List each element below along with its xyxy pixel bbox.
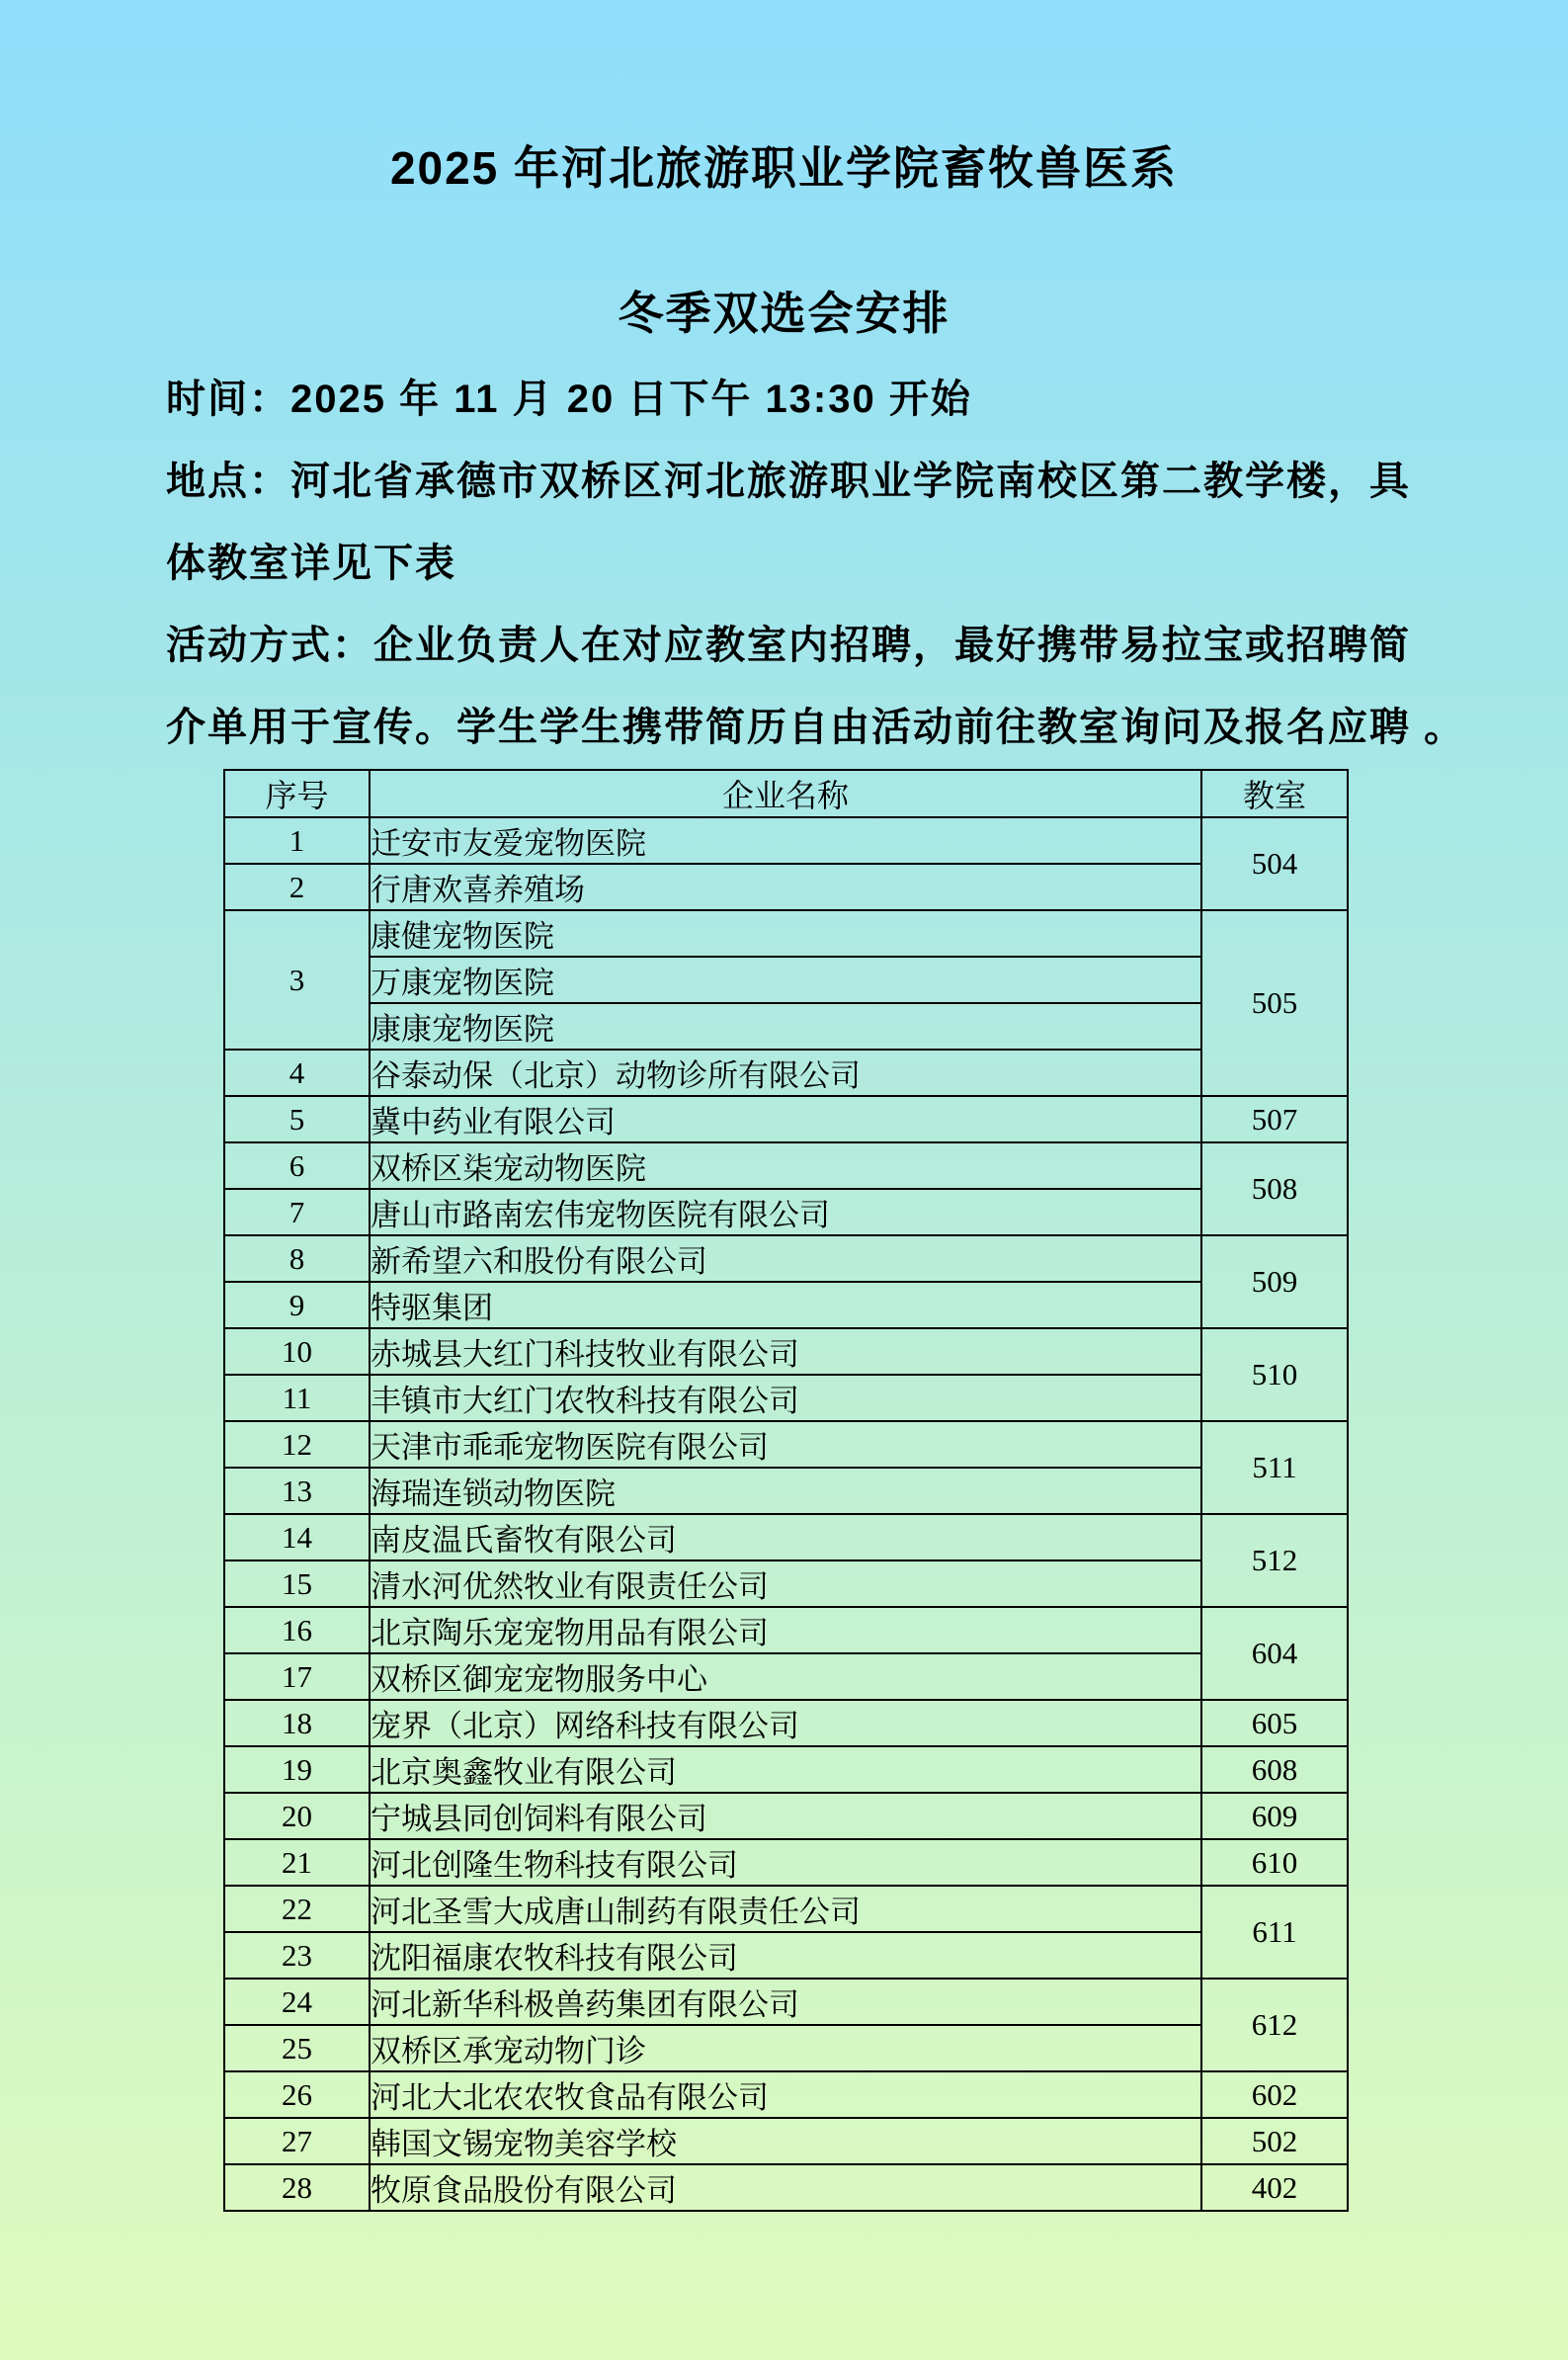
- classroom-cell: 605: [1201, 1700, 1348, 1746]
- company-table-head: [224, 770, 1348, 817]
- company-name-cell: 丰镇市大红门农牧科技有限公司: [370, 1375, 1201, 1421]
- company-name-cell: 天津市乖乖宠物医院有限公司: [370, 1421, 1201, 1468]
- serial-number-cell: 5: [224, 1096, 370, 1142]
- company-name-cell: 河北大北农农牧食品有限公司: [370, 2071, 1201, 2118]
- serial-number-cell: 24: [224, 1979, 370, 2025]
- serial-number-cell: 8: [224, 1235, 370, 1282]
- table-row: [224, 1560, 1348, 1607]
- table-row: [224, 1468, 1348, 1514]
- company-name-cell: 宠界（北京）网络科技有限公司: [370, 1700, 1201, 1746]
- serial-number-cell: 22: [224, 1886, 370, 1932]
- company-name-cell: 南皮温氏畜牧有限公司: [370, 1514, 1201, 1560]
- serial-number-cell: 15: [224, 1560, 370, 1607]
- table-row: [224, 1653, 1348, 1700]
- company-name-cell: 宁城县同创饲料有限公司: [370, 1793, 1201, 1839]
- document-subtitle: 冬季双选会安排: [618, 288, 950, 339]
- company-name-cell: 双桥区御宠宠物服务中心: [370, 1653, 1201, 1700]
- company-name-cell: 行唐欢喜养殖场: [370, 864, 1201, 910]
- document-title: 2025 年河北旅游职业学院畜牧兽医系: [389, 142, 1179, 194]
- table-row: [224, 1421, 1348, 1468]
- table-row: [224, 1235, 1348, 1282]
- table-row: [224, 864, 1348, 910]
- serial-number-cell: 26: [224, 2071, 370, 2118]
- classroom-cell: 502: [1201, 2118, 1348, 2164]
- serial-number-cell: 9: [224, 1282, 370, 1328]
- serial-number-cell: 21: [224, 1839, 370, 1886]
- table-row: [224, 1746, 1348, 1793]
- serial-number-cell: 23: [224, 1932, 370, 1979]
- table-header-serial: 序号: [224, 770, 370, 817]
- serial-number-cell: 16: [224, 1607, 370, 1653]
- company-name-cell: 沈阳福康农牧科技有限公司: [370, 1932, 1201, 1979]
- table-row: [224, 1607, 1348, 1653]
- serial-number-cell: 14: [224, 1514, 370, 1560]
- table-header-row: [224, 770, 1348, 817]
- table-row: [224, 2164, 1348, 2211]
- classroom-cell: 612: [1201, 1979, 1348, 2071]
- company-name-cell: 赤城县大红门科技牧业有限公司: [370, 1328, 1201, 1375]
- serial-number-cell: 7: [224, 1189, 370, 1235]
- company-name-cell: 新希望六和股份有限公司: [370, 1235, 1201, 1282]
- table-row: [224, 1142, 1348, 1189]
- company-name-cell: 康康宠物医院: [370, 1003, 1201, 1050]
- company-name-cell: 海瑞连锁动物医院: [370, 1468, 1201, 1514]
- classroom-cell: 511: [1201, 1421, 1348, 1514]
- table-row: [224, 1700, 1348, 1746]
- classroom-cell: 512: [1201, 1514, 1348, 1607]
- serial-number-cell: 20: [224, 1793, 370, 1839]
- table-row: [224, 957, 1348, 1003]
- company-name-cell: 河北圣雪大成唐山制药有限责任公司: [370, 1886, 1201, 1932]
- table-row: [224, 817, 1348, 864]
- classroom-cell: 510: [1201, 1328, 1348, 1421]
- serial-number-cell: 19: [224, 1746, 370, 1793]
- table-row: [224, 1003, 1348, 1050]
- table-row: [224, 1839, 1348, 1886]
- table-row: [224, 1514, 1348, 1560]
- company-name-cell: 北京奥鑫牧业有限公司: [370, 1746, 1201, 1793]
- company-name-cell: 特驱集团: [370, 1282, 1201, 1328]
- company-name-cell: 牧原食品股份有限公司: [370, 2164, 1201, 2211]
- company-name-cell: 冀中药业有限公司: [370, 1096, 1201, 1142]
- table-row: [224, 1328, 1348, 1375]
- company-name-cell: 双桥区柒宠动物医院: [370, 1142, 1201, 1189]
- classroom-cell: 509: [1201, 1235, 1348, 1328]
- classroom-cell: 508: [1201, 1142, 1348, 1235]
- intro-line-1: 时间：2025 年 11 月 20 日下午 13:30 开始: [166, 378, 972, 421]
- classroom-cell: 602: [1201, 2071, 1348, 2118]
- table-header-classroom: 教室: [1201, 770, 1348, 817]
- company-name-cell: 康健宠物医院: [370, 910, 1201, 957]
- serial-number-cell: 11: [224, 1375, 370, 1421]
- table-row: [224, 2025, 1348, 2071]
- serial-number-cell: 4: [224, 1050, 370, 1096]
- classroom-cell: 604: [1201, 1607, 1348, 1700]
- table-header-company: 企业名称: [370, 770, 1201, 817]
- serial-number-cell: 13: [224, 1468, 370, 1514]
- serial-number-cell: 6: [224, 1142, 370, 1189]
- classroom-cell: 608: [1201, 1746, 1348, 1793]
- serial-number-cell: 27: [224, 2118, 370, 2164]
- serial-number-cell: 2: [224, 864, 370, 910]
- classroom-cell: 402: [1201, 2164, 1348, 2211]
- company-name-cell: 唐山市路南宏伟宠物医院有限公司: [370, 1189, 1201, 1235]
- company-name-cell: 北京陶乐宠宠物用品有限公司: [370, 1607, 1201, 1653]
- classroom-cell: 611: [1201, 1886, 1348, 1979]
- classroom-cell: 505: [1201, 910, 1348, 1096]
- table-row: [224, 1793, 1348, 1839]
- table-row: [224, 1886, 1348, 1932]
- company-name-cell: 双桥区承宠动物门诊: [370, 2025, 1201, 2071]
- serial-number-cell: 12: [224, 1421, 370, 1468]
- serial-number-cell: 18: [224, 1700, 370, 1746]
- company-name-cell: 河北创隆生物科技有限公司: [370, 1839, 1201, 1886]
- intro-line-4: 活动方式：企业负责人在对应教室内招聘，最好携带易拉宝或招聘简: [166, 624, 1411, 667]
- classroom-cell: 504: [1201, 817, 1348, 910]
- intro-line-5: 介单用于宣传。学生学生携带简历自由活动前往教室询问及报名应聘 。: [166, 706, 1466, 749]
- company-table-body: [224, 817, 1348, 2211]
- company-name-cell: 清水河优然牧业有限责任公司: [370, 1560, 1201, 1607]
- intro-line-2: 地点：河北省承德市双桥区河北旅游职业学院南校区第二教学楼，具: [166, 460, 1411, 503]
- serial-number-cell: 17: [224, 1653, 370, 1700]
- table-row: [224, 910, 1348, 957]
- company-name-cell: 万康宠物医院: [370, 957, 1201, 1003]
- classroom-cell: 610: [1201, 1839, 1348, 1886]
- table-row: [224, 1050, 1348, 1096]
- table-row: [224, 1979, 1348, 2025]
- serial-number-cell: 25: [224, 2025, 370, 2071]
- classroom-cell: 507: [1201, 1096, 1348, 1142]
- table-row: [224, 1282, 1348, 1328]
- company-name-cell: 河北新华科极兽药集团有限公司: [370, 1979, 1201, 2025]
- table-row: [224, 1096, 1348, 1142]
- classroom-cell: 609: [1201, 1793, 1348, 1839]
- serial-number-cell: 1: [224, 817, 370, 864]
- serial-number-cell: 10: [224, 1328, 370, 1375]
- table-row: [224, 1189, 1348, 1235]
- company-name-cell: 韩国文锡宠物美容学校: [370, 2118, 1201, 2164]
- document-page: [0, 141, 1568, 2360]
- intro-paragraphs: [166, 359, 1466, 769]
- table-row: [224, 2071, 1348, 2118]
- table-row: [224, 2118, 1348, 2164]
- company-table: [223, 769, 1349, 2212]
- intro-line-3: 体教室详见下表: [166, 542, 456, 585]
- company-name-cell: 迁安市友爱宠物医院: [370, 817, 1201, 864]
- table-row: [224, 1932, 1348, 1979]
- serial-number-cell: 3: [224, 910, 370, 1050]
- company-name-cell: 谷泰动保（北京）动物诊所有限公司: [370, 1050, 1201, 1096]
- serial-number-cell: 28: [224, 2164, 370, 2211]
- table-row: [224, 1375, 1348, 1421]
